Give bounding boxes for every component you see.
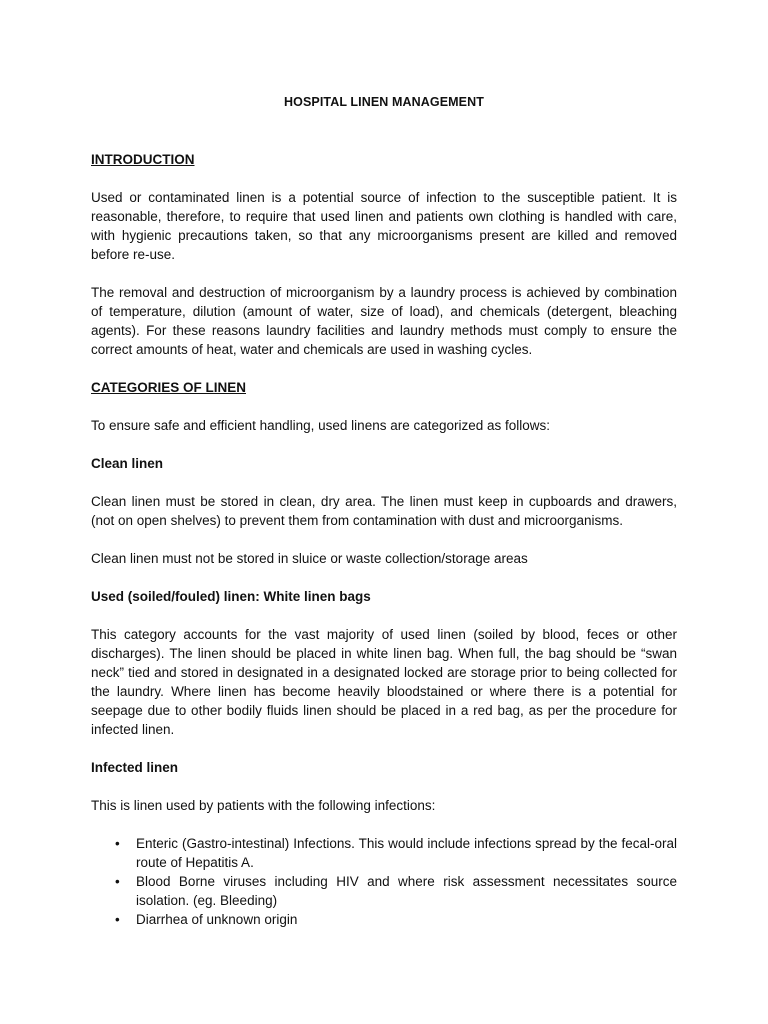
clean-linen-heading: Clean linen: [91, 456, 164, 471]
list-item: [115, 910, 677, 929]
used-linen-paragraph: This category accounts for the vast majority of used linen (soiled by blood, feces or other discharges). The linen should be placed in white linen bag. When full, the bag should be “swan neck” tied and stored in designated in a designated locked are storage prior to being collected for the laundry. Where linen has become heavily bloodstained or where there is a potential for seepage due to other bodily fluids linen should be placed in a red bag, as per the procedure for infected linen.: [91, 627, 677, 737]
introduction-heading: INTRODUCTION: [91, 152, 195, 167]
categories-intro: To ensure safe and efficient handling, used linens are categorized as follows:: [91, 418, 551, 433]
list-item-text: Diarrhea of unknown origin: [136, 912, 298, 927]
list-item-text: Enteric (Gastro-intestinal) Infections. This would include infections spread by the fecal-oral route of Hepatitis A.: [136, 836, 677, 870]
introduction-paragraph-2: The removal and destruction of microorganism by a laundry process is achieved by combination of temperature, dilution (amount of water, size of load), and chemicals (detergent, bleaching agents). For these reasons laundry facilities and laundry methods must comply to ensure the correct amounts of heat, water and chemicals are used in washing cycles.: [91, 285, 677, 357]
bullet-icon: •: [115, 874, 120, 889]
document-title: HOSPITAL LINEN MANAGEMENT: [284, 95, 484, 109]
infected-linen-intro: This is linen used by patients with the following infections:: [91, 798, 436, 813]
clean-linen-paragraph-1: Clean linen must be stored in clean, dry area. The linen must keep in cupboards and drawers, (not on open shelves) to prevent them from contamination with dust and microorganisms.: [91, 494, 677, 528]
introduction-paragraph-1: Used or contaminated linen is a potential source of infection to the susceptible patient. It is reasonable, therefore, to require that used linen and patients own clothing is handled with care, with hygienic precautions taken, so that any microorganisms present are killed and removed before re-use.: [91, 190, 677, 262]
bullet-icon: •: [115, 836, 120, 851]
list-item: [115, 834, 677, 872]
list-item-text: Blood Borne viruses including HIV and where risk assessment necessitates source isolation. (eg. Bleeding): [136, 874, 677, 908]
used-linen-heading: Used (soiled/fouled) linen: White linen bags: [91, 589, 371, 604]
categories-heading: CATEGORIES OF LINEN: [91, 380, 247, 395]
infected-linen-heading: Infected linen: [91, 760, 179, 775]
list-item: [115, 872, 677, 910]
clean-linen-paragraph-2: Clean linen must not be stored in sluice or waste collection/storage areas: [91, 551, 528, 566]
infected-linen-list: [91, 834, 677, 929]
bullet-icon: •: [115, 912, 120, 927]
